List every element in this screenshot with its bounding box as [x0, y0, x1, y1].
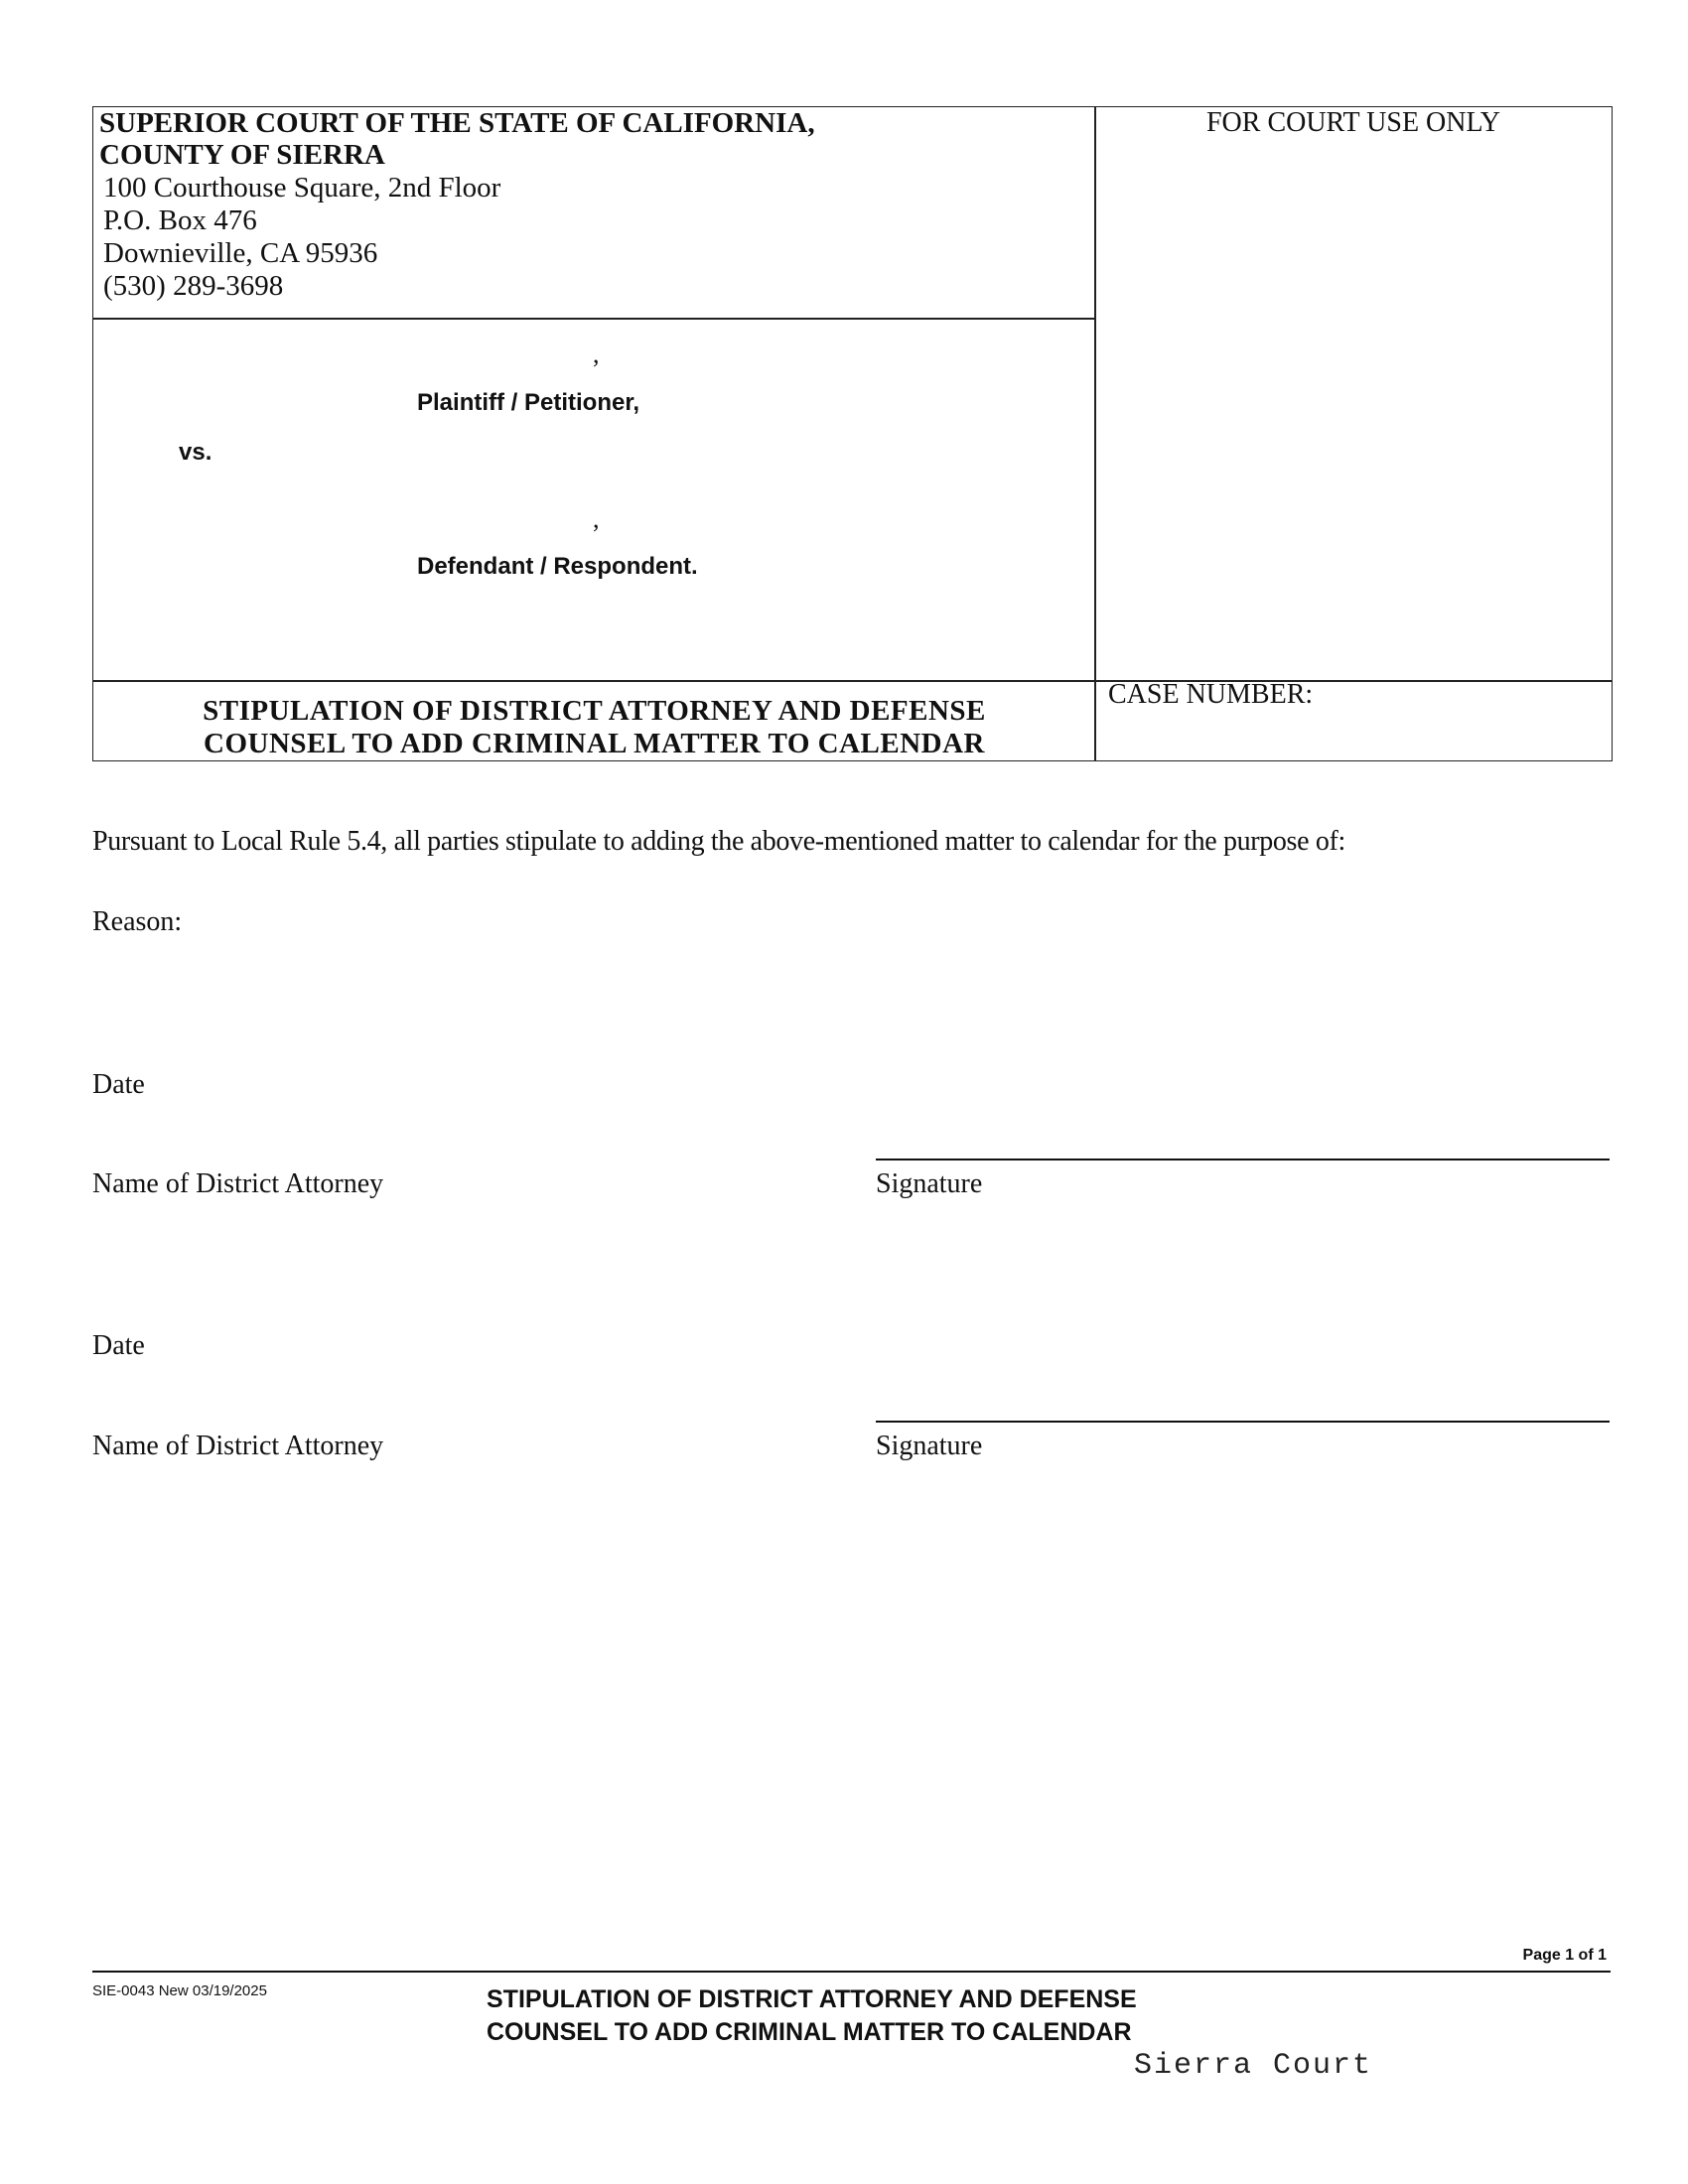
- district-attorney-name-label-2: Name of District Attorney: [92, 1431, 384, 1461]
- address-line3: Downieville, CA 95936: [103, 237, 378, 269]
- stipulation-intro: Pursuant to Local Rule 5.4, all parties stipulate to adding the above-mentioned matter to calendar for the purpose of:: [92, 826, 1345, 857]
- address-line1: 100 Courthouse Square, 2nd Floor: [103, 172, 501, 204]
- court-name: [99, 107, 815, 171]
- form-title: [92, 695, 1096, 760]
- signature-label-1: Signature: [876, 1168, 983, 1199]
- court-use-label: FOR COURT USE ONLY: [1205, 107, 1501, 138]
- plaintiff-label: Plaintiff / Petitioner,: [417, 389, 640, 416]
- court-use-box: [1094, 106, 1613, 682]
- signature-label-2: Signature: [876, 1431, 983, 1461]
- signature-line-2[interactable]: [876, 1421, 1610, 1423]
- defendant-label: Defendant / Respondent.: [417, 553, 698, 580]
- court-name-line2: COUNTY OF SIERRA: [99, 139, 385, 171]
- sierra-court-stamp: Sierra Court: [1134, 2049, 1373, 2083]
- form-id: SIE-0043 New 03/19/2025: [92, 1982, 267, 1999]
- date-label-2: Date: [92, 1330, 145, 1361]
- district-attorney-name-label-1: Name of District Attorney: [92, 1168, 384, 1199]
- footer-title-line1: STIPULATION OF DISTRICT ATTORNEY AND DEFENSE: [487, 1985, 1137, 2013]
- form-title-line2: COUNSEL TO ADD CRIMINAL MATTER TO CALENDAR: [204, 728, 985, 759]
- reason-label: Reason:: [92, 906, 183, 937]
- court-name-line1: SUPERIOR COURT OF THE STATE OF CALIFORNIA,: [99, 107, 815, 139]
- vs-label: vs.: [179, 439, 212, 466]
- footer-rule: [92, 1971, 1611, 1973]
- footer-title-line2: COUNSEL TO ADD CRIMINAL MATTER TO CALENDAR: [487, 2018, 1132, 2046]
- defendant-comma: ,: [593, 504, 600, 533]
- case-number-field[interactable]: [1108, 717, 1601, 752]
- case-number-label: CASE NUMBER:: [1108, 679, 1314, 710]
- court-address: [103, 172, 500, 303]
- court-phone: (530) 289-3698: [103, 270, 284, 302]
- form-title-line1: STIPULATION OF DISTRICT ATTORNEY AND DEFENSE: [203, 695, 986, 727]
- signature-line-1[interactable]: [876, 1159, 1610, 1160]
- footer-title: [487, 1983, 1137, 2049]
- date-label-1: Date: [92, 1069, 145, 1100]
- address-line2: P.O. Box 476: [103, 205, 257, 236]
- parties-box: [92, 318, 1096, 682]
- page-number: Page 1 of 1: [1522, 1947, 1607, 1964]
- plaintiff-comma: ,: [593, 340, 600, 368]
